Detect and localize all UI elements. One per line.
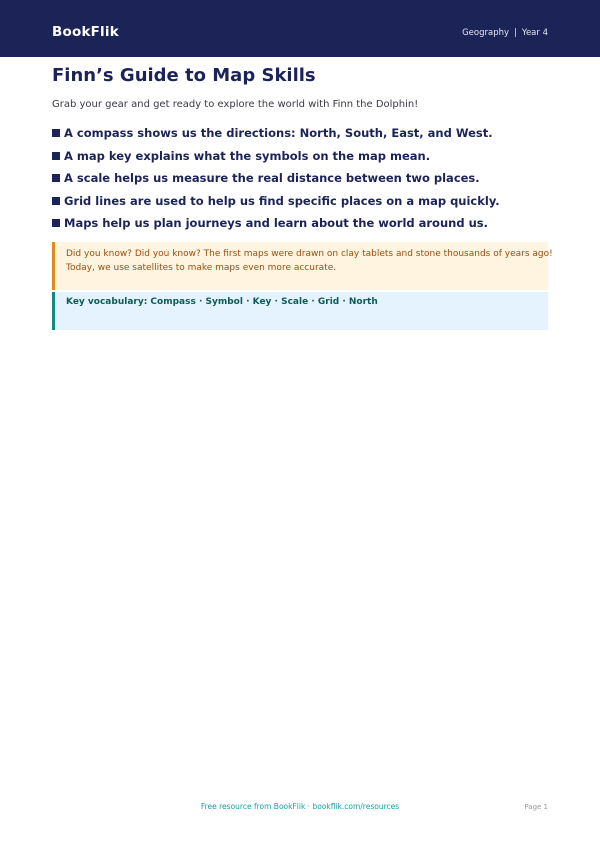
list-item [52, 122, 500, 145]
list-item [52, 190, 500, 213]
callout-line-2: Today, we use satellites to make maps even more accurate. [66, 263, 337, 273]
year-label: Year 4 [521, 28, 548, 38]
list-item-text: A compass shows us the directions: North, South, East, and West. [64, 126, 493, 141]
list-item-text: Grid lines are used to help us find specific places on a map quickly. [64, 193, 500, 208]
square-bullet-icon [52, 197, 60, 205]
key-vocabulary-box: Key vocabulary: Compass · Symbol · Key · Scale · Grid · North [52, 292, 548, 330]
did-you-know-callout [52, 242, 553, 290]
page-number: Page 1 [524, 803, 548, 811]
key-points-list [52, 122, 500, 235]
list-item-text: Maps help us plan journeys and learn about the world around us. [64, 216, 488, 231]
subject-meta [462, 28, 548, 38]
list-item-text: A map key explains what the symbols on the map mean. [64, 148, 431, 163]
list-item [52, 145, 500, 168]
square-bullet-icon [52, 174, 60, 182]
site-header [0, 0, 600, 57]
square-bullet-icon [52, 152, 60, 160]
brand-logo[interactable]: BookFlik [52, 24, 119, 40]
meta-separator: | [514, 28, 517, 38]
footer-resource-link[interactable]: Free resource from BookFlik · bookflik.com/resources [200, 802, 400, 811]
page-title: Finn’s Guide to Map Skills [52, 65, 316, 86]
list-item-text: A scale helps us measure the real distance between two places. [64, 171, 480, 186]
square-bullet-icon [52, 219, 60, 227]
intro-text: Grab your gear and get ready to explore the world with Finn the Dolphin! [52, 99, 419, 110]
callout-line-1: Did you know? Did you know? The first maps were drawn on clay tablets and stone thousands of years ago! [66, 249, 553, 259]
square-bullet-icon [52, 129, 60, 137]
subject-label: Geography [462, 28, 510, 38]
list-item [52, 167, 500, 190]
list-item [52, 212, 500, 235]
